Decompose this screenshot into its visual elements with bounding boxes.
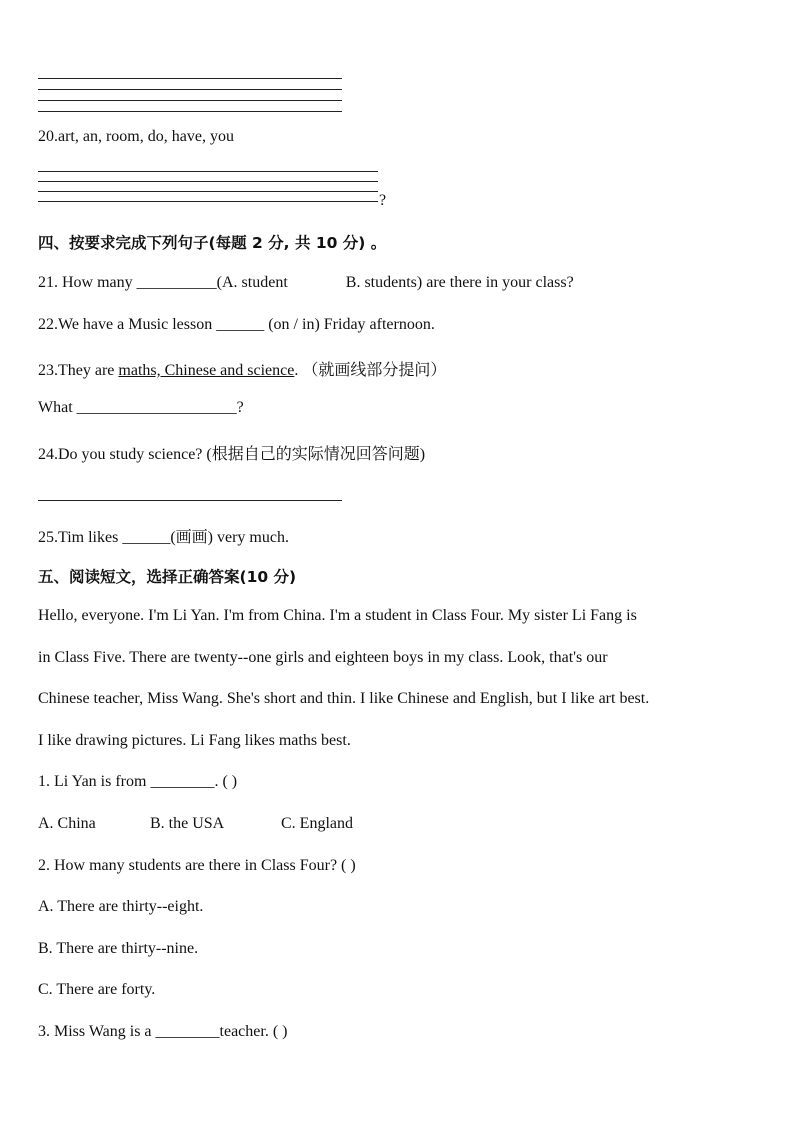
question-21-option-b: B. students) are there in your class? <box>345 274 574 291</box>
question-21-text: 21. How many __________(A. student <box>38 274 288 291</box>
answer-line <box>38 500 342 501</box>
question-21 <box>38 274 574 292</box>
question-23-prefix: 23.They are <box>38 362 119 379</box>
q2-option-b: B. There are thirty--nine. <box>38 940 199 957</box>
question-24: 24.Do you study science? (根据自己的实际情况回答问题) <box>38 446 426 463</box>
q1-option-a: A. China <box>38 815 96 832</box>
question-23-underlined: maths, Chinese and science <box>118 362 295 379</box>
q2-option-c: C. There are forty. <box>38 981 156 998</box>
question-20: 20.art, an, room, do, have, you <box>38 128 234 145</box>
answer-line <box>38 111 342 112</box>
reading-question-2: 2. How many students are there in Class Four? ( ) <box>38 857 356 874</box>
answer-line <box>38 191 378 192</box>
answer-line <box>38 100 342 101</box>
reading-question-1: 1. Li Yan is from ________. ( ) <box>38 773 238 790</box>
question-23-suffix: . （就画线部分提问） <box>294 362 447 379</box>
question-mark: ? <box>379 192 387 209</box>
passage-line: in Class Five. There are twenty--one girls and eighteen boys in my class. Look, that's our <box>38 649 608 666</box>
question-25: 25.Tim likes ______(画画) very much. <box>38 529 289 546</box>
answer-line <box>38 201 378 202</box>
q1-option-c: C. England <box>281 815 353 832</box>
question-22: 22.We have a Music lesson ______ (on / in) Friday afternoon. <box>38 316 435 333</box>
passage-line: Hello, everyone. I'm Li Yan. I'm from China. I'm a student in Class Four. My sister Li Fang is <box>38 607 637 624</box>
q1-option-b: B. the USA <box>150 815 225 832</box>
answer-line <box>38 78 342 79</box>
answer-line <box>38 171 378 172</box>
reading-question-3: 3. Miss Wang is a ________teacher. ( ) <box>38 1023 288 1040</box>
question-23-answer: What ____________________? <box>38 399 244 416</box>
q2-option-a: A. There are thirty--eight. <box>38 898 204 915</box>
section-4-title: 四、按要求完成下列句子(每题 2 分, 共 10 分) 。 <box>38 234 387 252</box>
section-5-title: 五、阅读短文，选择正确答案(10 分) <box>38 568 297 586</box>
passage-line: Chinese teacher, Miss Wang. She's short and thin. I like Chinese and English, but I like art best. <box>38 690 650 707</box>
answer-line <box>38 181 378 182</box>
question-23 <box>38 357 446 380</box>
passage-line: I like drawing pictures. Li Fang likes maths best. <box>38 732 351 749</box>
answer-line <box>38 89 342 90</box>
